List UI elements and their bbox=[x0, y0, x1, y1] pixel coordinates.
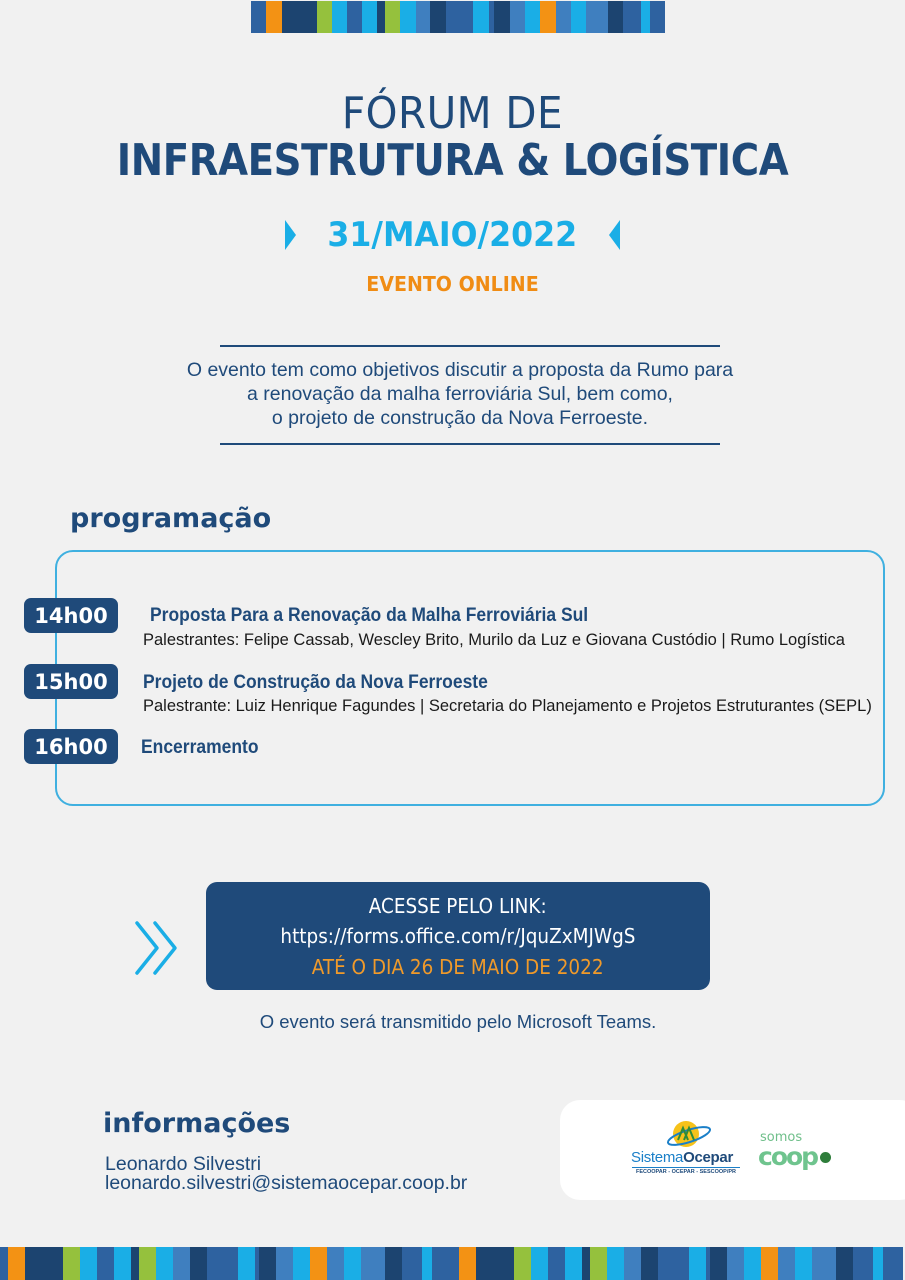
stripe-segment bbox=[494, 1, 510, 33]
stripe-segment bbox=[173, 1247, 190, 1280]
registration-url[interactable]: https://forms.office.com/r/JquZxMJWgS bbox=[280, 923, 636, 948]
coop-text: coop bbox=[758, 1142, 818, 1171]
contact-email[interactable]: leonardo.silvestri@sistemaocepar.coop.br bbox=[105, 1172, 468, 1194]
divider-top bbox=[220, 345, 720, 347]
double-chevron-right-icon bbox=[133, 918, 183, 978]
stripe-segment bbox=[361, 1247, 385, 1280]
stripe-segment bbox=[400, 1, 416, 33]
stripe-segment bbox=[402, 1247, 422, 1280]
stripe-segment bbox=[362, 1, 377, 33]
stripe-segment bbox=[377, 1, 385, 33]
stripe-segment bbox=[514, 1247, 531, 1280]
schedule-item-title: Proposta Para a Renovação da Malha Ferroviária Sul bbox=[150, 605, 589, 626]
stripe-segment bbox=[430, 1, 446, 33]
stripe-segment bbox=[571, 1, 586, 33]
stripe-segment bbox=[266, 1, 282, 33]
stripe-segment bbox=[139, 1247, 156, 1280]
schedule-item-title: Encerramento bbox=[141, 737, 259, 758]
stripe-segment bbox=[80, 1247, 97, 1280]
informacoes-heading: informações bbox=[103, 1108, 291, 1139]
bottom-color-stripes bbox=[0, 1247, 905, 1280]
stripe-segment bbox=[658, 1247, 689, 1280]
stripe-segment bbox=[836, 1247, 853, 1280]
coop-arrow-icon bbox=[820, 1152, 831, 1163]
stripe-segment bbox=[727, 1247, 744, 1280]
stripe-segment bbox=[282, 1, 317, 33]
description-line: o projeto de construção da Nova Ferroeste. bbox=[271, 407, 649, 429]
stripe-segment bbox=[293, 1247, 310, 1280]
stripe-segment bbox=[795, 1247, 812, 1280]
stripe-segment bbox=[459, 1247, 476, 1280]
stripe-segment bbox=[385, 1247, 402, 1280]
contact-name: Leonardo Silvestri bbox=[105, 1153, 262, 1175]
ocepar-logo-icon bbox=[664, 1118, 714, 1152]
stripe-segment bbox=[131, 1247, 139, 1280]
stripe-segment bbox=[114, 1247, 131, 1280]
stripe-segment bbox=[476, 1247, 514, 1280]
stripe-segment bbox=[641, 1, 650, 33]
stripe-segment bbox=[590, 1247, 607, 1280]
stripe-segment bbox=[8, 1247, 25, 1280]
ocepar-subtitle: FECOOPAR - OCEPAR - SESCOOP/PR bbox=[635, 1169, 737, 1175]
stripe-segment bbox=[531, 1247, 548, 1280]
stripe-segment bbox=[744, 1247, 761, 1280]
stripe-segment bbox=[332, 1, 347, 33]
stripe-segment bbox=[586, 1, 608, 33]
stripe-segment bbox=[761, 1247, 778, 1280]
stripe-segment bbox=[540, 1, 556, 33]
stripe-segment bbox=[317, 1, 332, 33]
schedule-item-title: Projeto de Construção da Nova Ferroeste bbox=[143, 672, 488, 693]
stripe-segment bbox=[641, 1247, 658, 1280]
description-line: a renovação da malha ferroviária Sul, bem como, bbox=[247, 383, 673, 405]
event-date: 31/MAIO/2022 bbox=[327, 215, 578, 255]
stripe-segment bbox=[525, 1, 540, 33]
stripe-segment bbox=[156, 1247, 173, 1280]
stripe-segment bbox=[422, 1247, 432, 1280]
stripe-segment bbox=[548, 1247, 565, 1280]
stripe-segment bbox=[238, 1247, 255, 1280]
stripe-segment bbox=[473, 1, 489, 33]
title-line-2: INFRAESTRUTURA & LOGÍSTICA bbox=[116, 135, 789, 186]
stripe-segment bbox=[565, 1247, 582, 1280]
stripe-segment bbox=[416, 1, 430, 33]
stripe-segment bbox=[650, 1, 665, 33]
stripe-segment bbox=[97, 1247, 114, 1280]
stripe-segment bbox=[446, 1, 473, 33]
stripe-segment bbox=[327, 1247, 344, 1280]
time-badge-15h: 15h00 bbox=[24, 664, 118, 699]
top-color-stripes bbox=[251, 1, 665, 33]
stripe-segment bbox=[607, 1247, 624, 1280]
broadcast-note: O evento será transmitido pelo Microsoft Teams. bbox=[259, 1011, 657, 1032]
stripe-segment bbox=[385, 1, 400, 33]
stripe-segment bbox=[624, 1247, 641, 1280]
stripe-segment bbox=[347, 1, 362, 33]
stripe-segment bbox=[608, 1, 623, 33]
stripe-segment bbox=[778, 1247, 795, 1280]
stripe-segment bbox=[432, 1247, 459, 1280]
stripe-segment bbox=[0, 1247, 8, 1280]
registration-link-box[interactable] bbox=[206, 882, 710, 990]
stripe-segment bbox=[812, 1247, 836, 1280]
stripe-segment bbox=[310, 1247, 327, 1280]
stripe-segment bbox=[190, 1247, 207, 1280]
stripe-segment bbox=[710, 1247, 727, 1280]
ocepar-underline bbox=[632, 1167, 740, 1168]
stripe-segment bbox=[510, 1, 525, 33]
event-date-row bbox=[0, 210, 905, 260]
stripe-segment bbox=[344, 1247, 361, 1280]
stripe-segment bbox=[25, 1247, 63, 1280]
event-description bbox=[140, 358, 780, 430]
stripe-segment bbox=[556, 1, 571, 33]
stripe-segment bbox=[873, 1247, 883, 1280]
stripe-segment bbox=[582, 1247, 590, 1280]
ocepar-logo-text bbox=[631, 1149, 733, 1166]
event-format: EVENTO ONLINE bbox=[366, 272, 539, 296]
schedule-item-speakers: Palestrantes: Felipe Cassab, Wescley Brito, Murilo da Luz e Giovana Custódio | Rumo Logística bbox=[143, 631, 845, 649]
time-badge-16h: 16h00 bbox=[24, 729, 118, 764]
divider-bottom bbox=[220, 443, 720, 445]
registration-deadline: ATÉ O DIA 26 DE MAIO DE 2022 bbox=[312, 954, 604, 979]
programacao-heading: programação bbox=[70, 503, 272, 534]
schedule-item-speakers: Palestrante: Luiz Henrique Fagundes | Secretaria do Planejamento e Projetos Estruturantes (SEPL) bbox=[143, 697, 872, 715]
stripe-segment bbox=[883, 1247, 903, 1280]
description-line: O evento tem como objetivos discutir a proposta da Rumo para bbox=[186, 359, 734, 381]
stripe-segment bbox=[207, 1247, 238, 1280]
stripe-segment bbox=[63, 1247, 80, 1280]
triangle-left-icon bbox=[609, 220, 620, 250]
stripe-segment bbox=[259, 1247, 276, 1280]
triangle-right-icon bbox=[285, 220, 296, 250]
time-badge-14h: 14h00 bbox=[24, 598, 118, 633]
stripe-segment bbox=[276, 1247, 293, 1280]
ocepar-bold: Ocepar bbox=[683, 1149, 733, 1166]
stripe-segment bbox=[251, 1, 266, 33]
ocepar-prefix: Sistema bbox=[631, 1149, 684, 1166]
stripe-segment bbox=[853, 1247, 873, 1280]
registration-label: ACESSE PELO LINK: bbox=[369, 893, 547, 918]
somos-text: somos bbox=[760, 1130, 803, 1145]
stripe-segment bbox=[623, 1, 641, 33]
title-line-1: FÓRUM DE bbox=[341, 88, 564, 139]
stripe-segment bbox=[689, 1247, 706, 1280]
